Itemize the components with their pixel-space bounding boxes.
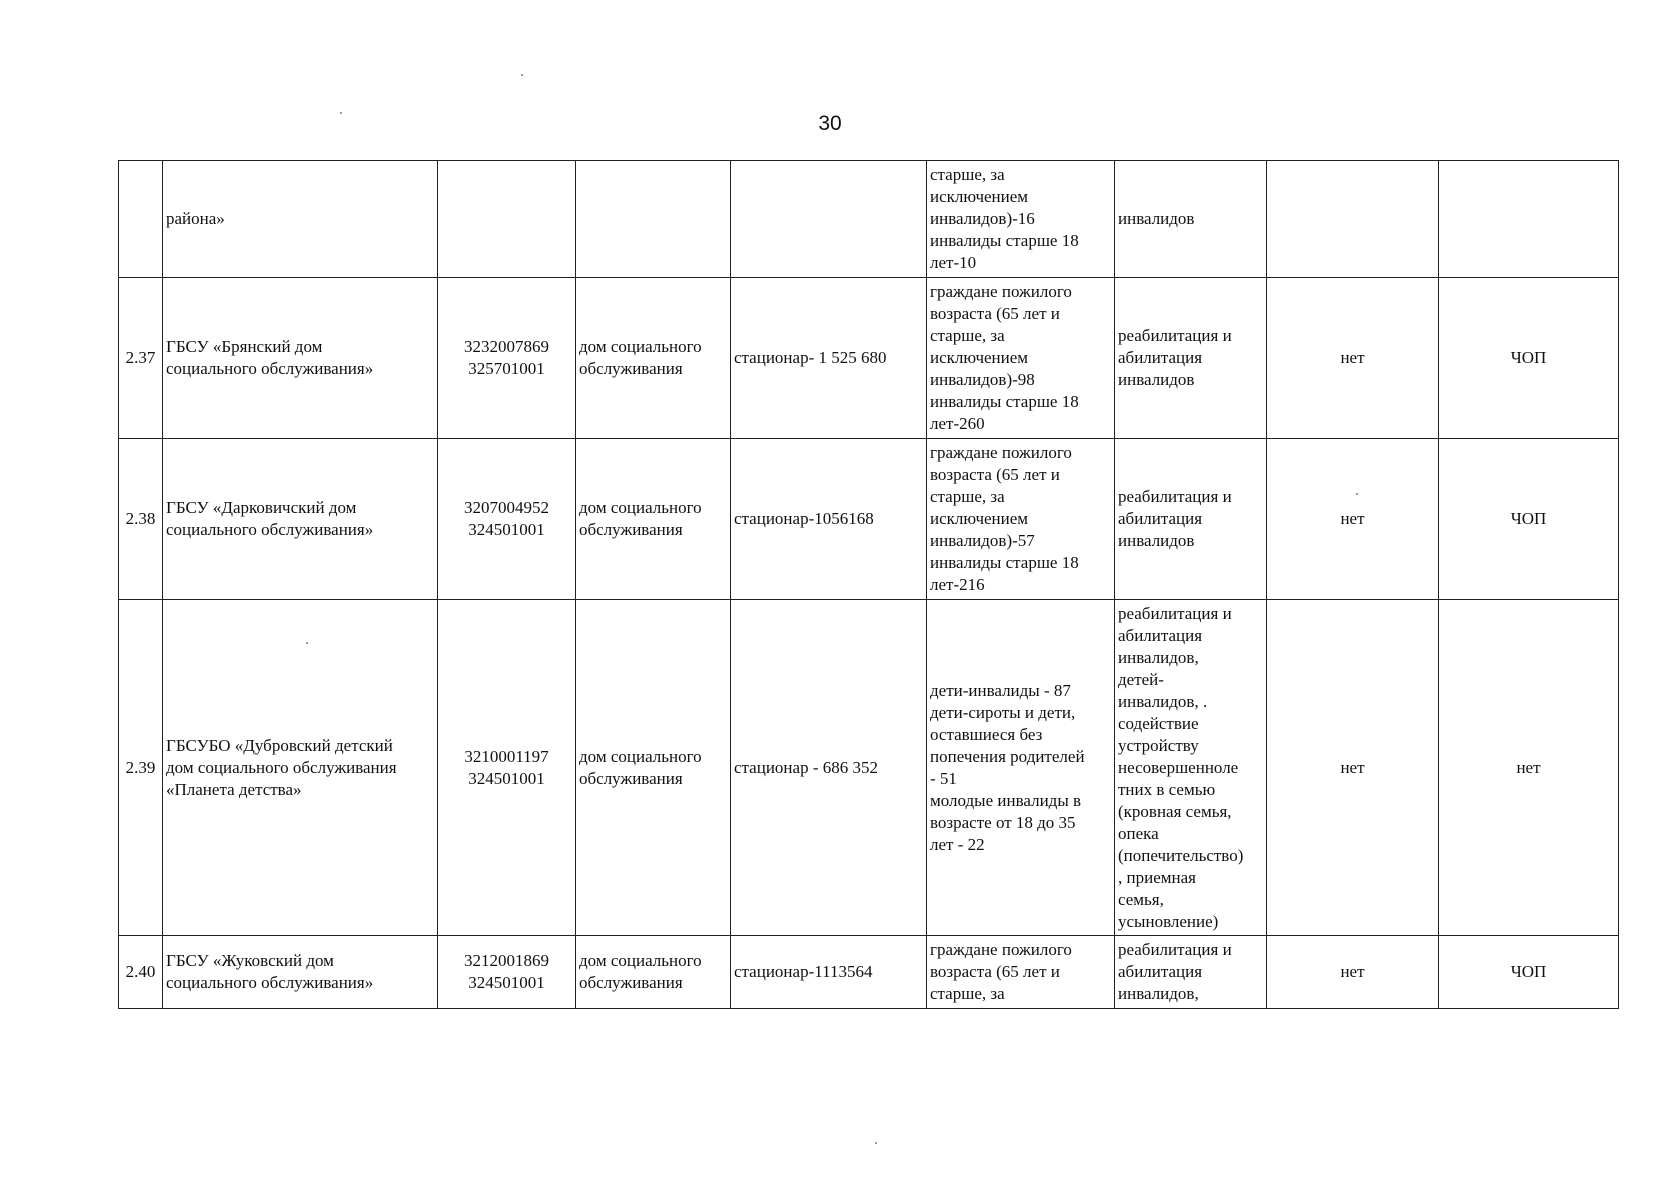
row-number-cell: 2.38 bbox=[119, 439, 163, 600]
cell-text-line: усыновление) bbox=[1118, 911, 1219, 931]
column-8-cell: нет bbox=[1267, 600, 1439, 936]
cell-text-line: района» bbox=[166, 209, 225, 228]
cell-text-line: инвалидов, bbox=[1118, 647, 1199, 667]
cell-text-line: реабилитация и bbox=[1118, 326, 1232, 345]
cell-text-line: лет-10 bbox=[930, 253, 977, 272]
table-row bbox=[119, 600, 1619, 936]
row-number-cell: 2.39 bbox=[119, 600, 163, 936]
cell-text-line: возраста (65 лет и bbox=[930, 962, 1060, 981]
row-number-cell bbox=[119, 161, 163, 278]
column-8-cell bbox=[1267, 161, 1439, 278]
cell-text-line: 324501001 bbox=[468, 520, 545, 539]
inn-kpp-cell bbox=[438, 278, 576, 439]
scan-speck bbox=[875, 1142, 877, 1144]
institution-type-cell bbox=[576, 936, 731, 1009]
capacity-cell bbox=[731, 278, 927, 439]
cell-text-line: абилитация bbox=[1118, 625, 1203, 645]
cell-text-line: ГБСУ «Дарковичский дом bbox=[166, 498, 357, 517]
institution-type-cell bbox=[576, 600, 731, 936]
cell-text-line: старше, за bbox=[930, 165, 1005, 184]
cell-text-line: граждане пожилого bbox=[930, 443, 1072, 462]
cell-text-line: инвалиды старше 18 bbox=[930, 231, 1079, 250]
cell-text-line: инвалидов)-16 bbox=[930, 209, 1035, 228]
cell-text-line: 3212001869 bbox=[464, 951, 549, 970]
scan-speck bbox=[1356, 493, 1358, 495]
institution-type-cell bbox=[576, 439, 731, 600]
cell-text-line: обслуживания bbox=[579, 973, 683, 992]
cell-text-line: ГБСУБО «Дубровский детский bbox=[166, 735, 393, 755]
cell-text-line: возраста (65 лет и bbox=[930, 465, 1060, 484]
cell-text-line: дети-инвалиды - 87 bbox=[930, 680, 1071, 700]
cell-text-line: инвалидов bbox=[1118, 370, 1195, 389]
organization-name-cell bbox=[163, 161, 438, 278]
cell-text-line: тних в семью bbox=[1118, 779, 1216, 799]
column-8-cell: нет bbox=[1267, 936, 1439, 1009]
column-8-cell: нет bbox=[1267, 439, 1439, 600]
cell-text-line: инвалидов)-98 bbox=[930, 370, 1035, 389]
cell-text-line: инвалидов bbox=[1118, 531, 1195, 550]
cell-text-line: стационар- 1 525 680 bbox=[734, 348, 887, 367]
cell-text-line: абилитация bbox=[1118, 962, 1203, 981]
inn-kpp-cell bbox=[438, 600, 576, 936]
table-row bbox=[119, 161, 1619, 278]
cell-text-line: , приемная bbox=[1118, 867, 1196, 887]
cell-text-line: молодые инвалиды в bbox=[930, 790, 1082, 810]
security-cell bbox=[1439, 161, 1619, 278]
organization-name-cell bbox=[163, 439, 438, 600]
cell-text-line: старше, за bbox=[930, 326, 1005, 345]
services-cell bbox=[1115, 936, 1267, 1009]
security-cell: нет bbox=[1439, 600, 1619, 936]
cell-text-line: стационар - 686 352 bbox=[734, 757, 878, 777]
inn-kpp-cell bbox=[438, 161, 576, 278]
cell-text-line: инвалидов, . bbox=[1118, 691, 1208, 711]
organization-name-cell bbox=[163, 278, 438, 439]
cell-text-line: реабилитация и bbox=[1118, 940, 1232, 959]
inn-kpp-cell bbox=[438, 439, 576, 600]
cell-text-line: (кровная семья, bbox=[1118, 801, 1232, 821]
cell-text-line: ГБСУ «Брянский дом bbox=[166, 337, 323, 356]
security-cell: ЧОП bbox=[1439, 278, 1619, 439]
cell-text-line: дом социального bbox=[579, 498, 702, 517]
services-cell bbox=[1115, 161, 1267, 278]
cell-text-line: обслуживания bbox=[579, 520, 683, 539]
cell-text-line: 3207004952 bbox=[464, 498, 549, 517]
security-cell: ЧОП bbox=[1439, 439, 1619, 600]
organization-name-cell bbox=[163, 600, 438, 936]
services-cell bbox=[1115, 278, 1267, 439]
cell-text-line: возрасте от 18 до 35 bbox=[930, 812, 1076, 832]
capacity-cell bbox=[731, 161, 927, 278]
cell-text-line: дом социального bbox=[579, 746, 702, 766]
cell-text-line: обслуживания bbox=[579, 768, 683, 788]
cell-text-line: несовершенноле bbox=[1118, 757, 1239, 777]
cell-text-line: инвалидов)-57 bbox=[930, 531, 1035, 550]
cell-text-line: исключением bbox=[930, 509, 1029, 528]
cell-text-line: реабилитация и bbox=[1118, 487, 1232, 506]
page-number: 30 bbox=[818, 112, 842, 135]
cell-text-line: граждане пожилого bbox=[930, 282, 1072, 301]
cell-text-line: старше, за bbox=[930, 984, 1005, 1003]
institutions-table bbox=[118, 160, 1619, 1009]
cell-text-line: ГБСУ «Жуковский дом bbox=[166, 951, 334, 970]
cell-text-line: стационар-1056168 bbox=[734, 509, 874, 528]
cell-text-line: стационар-1113564 bbox=[734, 962, 873, 981]
organization-name-cell bbox=[163, 936, 438, 1009]
inn-kpp-cell bbox=[438, 936, 576, 1009]
cell-text-line: старше, за bbox=[930, 487, 1005, 506]
cell-text-line: семья, bbox=[1118, 889, 1164, 909]
cell-text-line: лет - 22 bbox=[930, 834, 985, 854]
cell-text-line: исключением bbox=[930, 348, 1029, 367]
cell-text-line: «Планета детства» bbox=[166, 779, 302, 799]
capacity-cell bbox=[731, 439, 927, 600]
cell-text-line: детей- bbox=[1118, 669, 1164, 689]
table-row bbox=[119, 936, 1619, 1009]
cell-text-line: дом социального bbox=[579, 951, 702, 970]
cell-text-line: дети-сироты и дети, bbox=[930, 702, 1076, 722]
cell-text-line: лет-216 bbox=[930, 575, 985, 594]
cell-text-line: попечения родителей bbox=[930, 746, 1085, 766]
cell-text-line: 3210001197 bbox=[464, 746, 549, 766]
row-number-cell: 2.40 bbox=[119, 936, 163, 1009]
client-categories-cell bbox=[927, 600, 1115, 936]
services-cell bbox=[1115, 600, 1267, 936]
cell-text-line: дом социального обслуживания bbox=[166, 757, 397, 777]
cell-text-line: абилитация bbox=[1118, 348, 1203, 367]
cell-text-line: 324501001 bbox=[468, 768, 545, 788]
row-number-cell: 2.37 bbox=[119, 278, 163, 439]
client-categories-cell bbox=[927, 278, 1115, 439]
cell-text-line: устройству bbox=[1118, 735, 1199, 755]
capacity-cell bbox=[731, 600, 927, 936]
cell-text-line: инвалиды старше 18 bbox=[930, 392, 1079, 411]
client-categories-cell bbox=[927, 161, 1115, 278]
services-cell bbox=[1115, 439, 1267, 600]
cell-text-line: социального обслуживания» bbox=[166, 520, 374, 539]
cell-text-line: исключением bbox=[930, 187, 1029, 206]
cell-text-line: 3232007869 bbox=[464, 337, 549, 356]
cell-text-line: - 51 bbox=[930, 768, 957, 788]
cell-text-line: 325701001 bbox=[468, 359, 545, 378]
cell-text-line: абилитация bbox=[1118, 509, 1203, 528]
cell-text-line: лет-260 bbox=[930, 414, 985, 433]
cell-text-line: (попечительство) bbox=[1118, 845, 1244, 865]
capacity-cell bbox=[731, 936, 927, 1009]
cell-text-line: граждане пожилого bbox=[930, 940, 1072, 959]
cell-text-line: дом социального bbox=[579, 337, 702, 356]
table-row bbox=[119, 439, 1619, 600]
cell-text-line: реабилитация и bbox=[1118, 603, 1232, 623]
cell-text-line: инвалиды старше 18 bbox=[930, 553, 1079, 572]
client-categories-cell bbox=[927, 936, 1115, 1009]
cell-text-line: социального обслуживания» bbox=[166, 973, 374, 992]
security-cell: ЧОП bbox=[1439, 936, 1619, 1009]
client-categories-cell bbox=[927, 439, 1115, 600]
table-row bbox=[119, 278, 1619, 439]
cell-text-line: обслуживания bbox=[579, 359, 683, 378]
scan-speck bbox=[306, 642, 308, 644]
column-8-cell: нет bbox=[1267, 278, 1439, 439]
scan-speck bbox=[521, 74, 523, 76]
cell-text-line: возраста (65 лет и bbox=[930, 304, 1060, 323]
institution-type-cell bbox=[576, 161, 731, 278]
cell-text-line: инвалидов, bbox=[1118, 984, 1199, 1003]
scan-speck bbox=[340, 112, 342, 114]
institution-type-cell bbox=[576, 278, 731, 439]
cell-text-line: содействие bbox=[1118, 713, 1199, 733]
cell-text-line: социального обслуживания» bbox=[166, 359, 374, 378]
cell-text-line: инвалидов bbox=[1118, 209, 1195, 228]
cell-text-line: оставшиеся без bbox=[930, 724, 1043, 744]
cell-text-line: опека bbox=[1118, 823, 1159, 843]
cell-text-line: 324501001 bbox=[468, 973, 545, 992]
